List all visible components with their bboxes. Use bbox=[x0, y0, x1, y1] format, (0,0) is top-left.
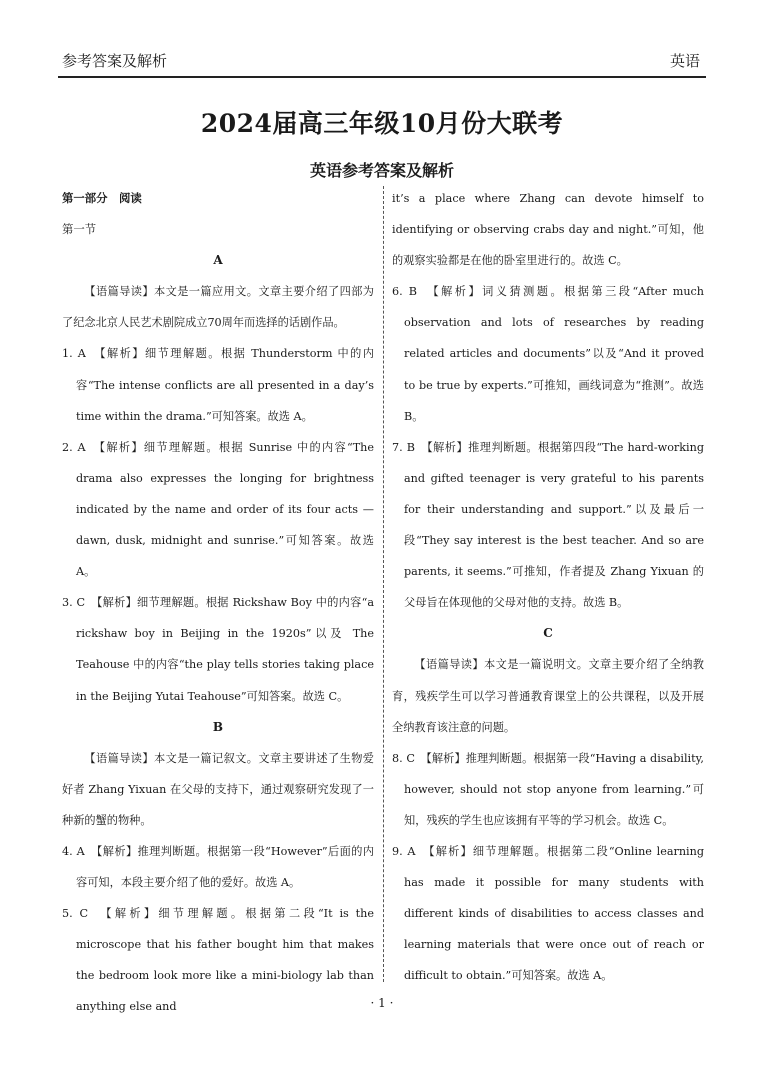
right-column-item-2: 7. B 【解析】推理判断题。根据第四段“The hard-working and gifted teenager is very grateful to his parents for their understanding and support.”以及最后一段“They say interest is the best teacher. And so are parents, it seems.”可推知，作者提及 Zhang Yixuan 的父母旨在体现他的父母对他的支持。故选 B。 bbox=[392, 440, 704, 610]
header-left: 参考答案及解析 bbox=[62, 52, 168, 70]
left-column-letter-2: A bbox=[213, 253, 223, 268]
right-column bbox=[392, 183, 704, 991]
header-rule bbox=[58, 76, 706, 78]
right-column-letter-3: C bbox=[543, 626, 553, 641]
left-column-item-9: 4. A 【解析】推理判断题。根据第一段“However”后面的内容可知，本段主要介绍了他的爱好。故选 A。 bbox=[62, 844, 374, 890]
left-column-item-6: 3. C 【解析】细节理解题。根据 Rickshaw Boy 中的内容“a rickshaw boy in Beijing in the 1920s”以及 The Teahouse 中的内容“the play tells stories taking place in the Beijing Yutai Teahouse”可知答案。故选 C。 bbox=[62, 596, 374, 703]
page-title: 2024届高三年级10月份大联考 bbox=[200, 109, 564, 138]
right-column-item-6: 9. A 【解析】细节理解题。根据第二段“Online learning has made it possible for many students with different kinds of disabilities to access classes and learning materials that were once out of reach or difficult to obtain.”可知答案。故选 A。 bbox=[392, 844, 704, 983]
left-column-intro-8: 【语篇导读】本文是一篇记叙文。文章主要讲述了生物爱好者 Zhang Yixuan 在父母的支持下，通过观察研究发现了一种新的蟹的物种。 bbox=[62, 751, 374, 827]
left-column-item-10: 5. C 【解析】细节理解题。根据第二段“It is the microscope that his father bought him that makes the bedroom look more like a mini-biology lab than anything else and bbox=[62, 907, 374, 1014]
left-column-item-5: 2. A 【解析】细节理解题。根据 Sunrise 中的内容“The drama also expresses the longing for brightness indicated by the name and order of its four acts — dawn, dusk, midnight and sunrise.”可知答案。故选 A。 bbox=[62, 440, 374, 579]
column-divider bbox=[383, 186, 384, 982]
page-number: · 1 · bbox=[370, 996, 394, 1010]
left-column bbox=[62, 183, 374, 1023]
right-column-item-1: 6. B 【解析】词义猜测题。根据第三段“After much observation and lots of researches by reading related articles and documents”以及“And it proved to be true by experts.”可推知，画线词意为“推测”。故选 B。 bbox=[392, 285, 704, 423]
left-column-head-0: 第一部分 阅读 bbox=[62, 191, 142, 205]
header-right: 英语 bbox=[669, 52, 700, 70]
left-column-letter-7: B bbox=[212, 719, 224, 734]
left-column-plain-1: 第一节 bbox=[62, 222, 97, 237]
left-column-intro-3: 【语篇导读】本文是一篇应用文。文章主要介绍了四部为了纪念北京人民艺术剧院成立70周年而选择的话剧作品。 bbox=[62, 285, 374, 330]
right-column-item-5: 8. C 【解析】推理判断题。根据第一段“Having a disability, however, should not stop anyone from learning.”可知，残疾的学生也应该拥有平等的学习机会。故选 C。 bbox=[392, 751, 704, 827]
left-column-item-4: 1. A 【解析】细节理解题。根据 Thunderstorm 中的内容“The intense conflicts are all presented in a day’s time within the drama.”可知答案。故选 A。 bbox=[62, 347, 374, 423]
right-column-cont-0: it’s a place where Zhang can devote himself to identifying or observing crabs day and night.”可知，他的观察实验都是在他的卧室里进行的。故选 C。 bbox=[392, 192, 704, 268]
right-column-intro-4: 【语篇导读】本文是一篇说明文。文章主要介绍了全纳教育，残疾学生可以学习普通教育课堂上的公共课程，以及开展全纳教育该注意的问题。 bbox=[392, 658, 704, 734]
page-subtitle: 英语参考答案及解析 bbox=[309, 161, 454, 180]
